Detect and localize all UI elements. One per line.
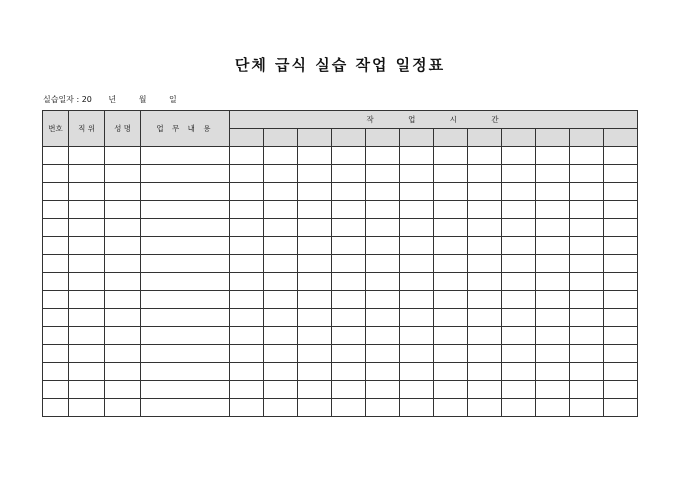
blank-cell <box>69 291 105 309</box>
blank-cell <box>43 345 69 363</box>
blank-cell <box>43 255 69 273</box>
time-slot-header-cell <box>230 129 264 147</box>
blank-cell <box>298 165 332 183</box>
blank-cell <box>332 381 366 399</box>
table-row <box>43 237 638 255</box>
blank-cell <box>400 345 434 363</box>
blank-cell <box>141 399 230 417</box>
table-row <box>43 255 638 273</box>
blank-cell <box>366 201 400 219</box>
blank-cell <box>105 255 141 273</box>
blank-cell <box>536 237 570 255</box>
time-slot-header-cell <box>468 129 502 147</box>
blank-cell <box>332 345 366 363</box>
blank-cell <box>400 201 434 219</box>
blank-cell <box>43 327 69 345</box>
blank-cell <box>536 381 570 399</box>
blank-cell <box>570 363 604 381</box>
blank-cell <box>105 147 141 165</box>
blank-cell <box>332 165 366 183</box>
blank-cell <box>264 183 298 201</box>
blank-cell <box>298 363 332 381</box>
blank-cell <box>604 237 638 255</box>
blank-cell <box>366 273 400 291</box>
blank-cell <box>69 201 105 219</box>
blank-cell <box>264 381 298 399</box>
blank-cell <box>69 255 105 273</box>
blank-cell <box>141 165 230 183</box>
blank-cell <box>502 183 536 201</box>
blank-cell <box>332 147 366 165</box>
blank-cell <box>604 327 638 345</box>
blank-cell <box>366 309 400 327</box>
month-label: 월 <box>138 95 147 104</box>
blank-cell <box>298 327 332 345</box>
header-position: 직 위 <box>69 111 105 147</box>
table-row <box>43 291 638 309</box>
table-row <box>43 327 638 345</box>
blank-cell <box>141 219 230 237</box>
blank-cell <box>332 237 366 255</box>
blank-cell <box>468 219 502 237</box>
blank-cell <box>468 237 502 255</box>
blank-cell <box>264 291 298 309</box>
blank-cell <box>69 327 105 345</box>
blank-cell <box>570 291 604 309</box>
schedule-table <box>42 110 638 417</box>
practice-date-label: 실습일자 : 20 <box>43 95 92 104</box>
blank-cell <box>298 345 332 363</box>
blank-cell <box>298 399 332 417</box>
blank-cell <box>468 147 502 165</box>
blank-cell <box>230 201 264 219</box>
blank-cell <box>298 237 332 255</box>
blank-cell <box>604 381 638 399</box>
blank-cell <box>468 255 502 273</box>
blank-cell <box>468 381 502 399</box>
time-slot-header-cell <box>434 129 468 147</box>
blank-cell <box>570 255 604 273</box>
blank-cell <box>105 381 141 399</box>
blank-cell <box>434 255 468 273</box>
blank-cell <box>105 183 141 201</box>
blank-cell <box>604 165 638 183</box>
blank-cell <box>570 219 604 237</box>
blank-cell <box>230 291 264 309</box>
blank-cell <box>468 291 502 309</box>
blank-cell <box>43 183 69 201</box>
blank-cell <box>298 147 332 165</box>
blank-cell <box>230 309 264 327</box>
header-name: 성 명 <box>105 111 141 147</box>
header-number: 번호 <box>43 111 69 147</box>
blank-cell <box>570 237 604 255</box>
blank-cell <box>264 327 298 345</box>
blank-cell <box>105 219 141 237</box>
blank-cell <box>230 399 264 417</box>
blank-cell <box>332 399 366 417</box>
blank-cell <box>400 381 434 399</box>
blank-cell <box>434 399 468 417</box>
blank-cell <box>105 273 141 291</box>
blank-cell <box>434 219 468 237</box>
blank-cell <box>230 237 264 255</box>
blank-cell <box>298 273 332 291</box>
blank-cell <box>298 381 332 399</box>
blank-cell <box>570 345 604 363</box>
blank-cell <box>536 345 570 363</box>
blank-cell <box>141 183 230 201</box>
blank-cell <box>332 183 366 201</box>
blank-cell <box>230 183 264 201</box>
blank-cell <box>69 273 105 291</box>
blank-cell <box>570 381 604 399</box>
blank-cell <box>141 147 230 165</box>
blank-cell <box>43 201 69 219</box>
blank-cell <box>366 237 400 255</box>
blank-cell <box>264 201 298 219</box>
blank-cell <box>604 273 638 291</box>
blank-cell <box>502 399 536 417</box>
blank-cell <box>468 345 502 363</box>
blank-cell <box>536 399 570 417</box>
blank-cell <box>502 327 536 345</box>
table-row <box>43 399 638 417</box>
blank-cell <box>400 255 434 273</box>
blank-cell <box>366 363 400 381</box>
document-title: 단체 급식 실습 작업 일정표 <box>234 56 446 74</box>
blank-cell <box>69 381 105 399</box>
blank-cell <box>502 381 536 399</box>
blank-cell <box>264 273 298 291</box>
blank-cell <box>69 399 105 417</box>
blank-cell <box>536 327 570 345</box>
blank-cell <box>43 363 69 381</box>
blank-cell <box>400 327 434 345</box>
blank-cell <box>468 273 502 291</box>
blank-cell <box>230 327 264 345</box>
blank-cell <box>230 219 264 237</box>
blank-cell <box>536 363 570 381</box>
blank-cell <box>570 201 604 219</box>
time-slot-header-cell <box>536 129 570 147</box>
blank-cell <box>604 363 638 381</box>
blank-cell <box>400 273 434 291</box>
blank-cell <box>536 183 570 201</box>
blank-cell <box>141 363 230 381</box>
blank-cell <box>43 399 69 417</box>
blank-cell <box>264 147 298 165</box>
blank-cell <box>43 165 69 183</box>
blank-cell <box>366 219 400 237</box>
time-slot-header-cell <box>502 129 536 147</box>
time-slot-header-cell <box>332 129 366 147</box>
blank-cell <box>502 147 536 165</box>
blank-cell <box>230 363 264 381</box>
table-row <box>43 381 638 399</box>
blank-cell <box>570 309 604 327</box>
blank-cell <box>69 237 105 255</box>
blank-cell <box>264 219 298 237</box>
blank-cell <box>502 309 536 327</box>
blank-cell <box>468 309 502 327</box>
blank-cell <box>434 273 468 291</box>
blank-cell <box>468 165 502 183</box>
blank-cell <box>43 273 69 291</box>
blank-cell <box>502 345 536 363</box>
time-slot-header-cell <box>264 129 298 147</box>
blank-cell <box>570 183 604 201</box>
blank-cell <box>264 399 298 417</box>
table-row <box>43 345 638 363</box>
blank-cell <box>69 309 105 327</box>
blank-cell <box>536 273 570 291</box>
blank-cell <box>604 345 638 363</box>
time-slot-header-cell <box>366 129 400 147</box>
blank-cell <box>400 399 434 417</box>
schedule-body <box>43 147 638 417</box>
blank-cell <box>536 309 570 327</box>
time-slot-header-cell <box>604 129 638 147</box>
table-row <box>43 147 638 165</box>
blank-cell <box>298 201 332 219</box>
blank-cell <box>536 147 570 165</box>
table-row <box>43 165 638 183</box>
blank-cell <box>468 201 502 219</box>
blank-cell <box>264 165 298 183</box>
blank-cell <box>298 291 332 309</box>
blank-cell <box>434 291 468 309</box>
blank-cell <box>570 327 604 345</box>
blank-cell <box>604 255 638 273</box>
blank-cell <box>69 147 105 165</box>
blank-cell <box>400 183 434 201</box>
blank-cell <box>502 165 536 183</box>
blank-cell <box>434 201 468 219</box>
blank-cell <box>366 183 400 201</box>
blank-cell <box>468 327 502 345</box>
blank-cell <box>230 345 264 363</box>
blank-cell <box>298 219 332 237</box>
blank-cell <box>434 309 468 327</box>
blank-cell <box>43 147 69 165</box>
blank-cell <box>400 219 434 237</box>
table-row <box>43 219 638 237</box>
blank-cell <box>105 345 141 363</box>
blank-cell <box>43 381 69 399</box>
blank-cell <box>141 345 230 363</box>
blank-cell <box>536 291 570 309</box>
blank-cell <box>366 255 400 273</box>
blank-cell <box>105 291 141 309</box>
blank-cell <box>570 165 604 183</box>
blank-cell <box>105 327 141 345</box>
blank-cell <box>400 165 434 183</box>
blank-cell <box>468 399 502 417</box>
header-row <box>43 111 638 129</box>
blank-cell <box>43 291 69 309</box>
blank-cell <box>141 309 230 327</box>
time-slot-header-cell <box>570 129 604 147</box>
blank-cell <box>366 381 400 399</box>
blank-cell <box>230 273 264 291</box>
blank-cell <box>332 327 366 345</box>
blank-cell <box>536 255 570 273</box>
blank-cell <box>604 183 638 201</box>
practice-date-line <box>43 94 177 105</box>
blank-cell <box>230 147 264 165</box>
blank-cell <box>332 363 366 381</box>
blank-cell <box>434 327 468 345</box>
blank-cell <box>434 237 468 255</box>
table-row <box>43 183 638 201</box>
blank-cell <box>69 219 105 237</box>
blank-cell <box>105 237 141 255</box>
blank-cell <box>468 183 502 201</box>
blank-cell <box>105 309 141 327</box>
blank-cell <box>105 165 141 183</box>
blank-cell <box>366 165 400 183</box>
time-slot-header-cell <box>298 129 332 147</box>
blank-cell <box>604 147 638 165</box>
blank-cell <box>332 273 366 291</box>
blank-cell <box>434 165 468 183</box>
blank-cell <box>434 183 468 201</box>
blank-cell <box>264 345 298 363</box>
blank-cell <box>400 237 434 255</box>
blank-cell <box>400 363 434 381</box>
blank-cell <box>141 381 230 399</box>
blank-cell <box>570 273 604 291</box>
blank-cell <box>43 309 69 327</box>
blank-cell <box>400 309 434 327</box>
blank-cell <box>502 201 536 219</box>
table-row <box>43 273 638 291</box>
blank-cell <box>332 219 366 237</box>
blank-cell <box>502 291 536 309</box>
blank-cell <box>105 201 141 219</box>
blank-cell <box>536 201 570 219</box>
blank-cell <box>332 255 366 273</box>
blank-cell <box>69 165 105 183</box>
blank-cell <box>264 237 298 255</box>
blank-cell <box>502 273 536 291</box>
blank-cell <box>366 147 400 165</box>
blank-cell <box>604 399 638 417</box>
table-row <box>43 309 638 327</box>
blank-cell <box>366 327 400 345</box>
blank-cell <box>604 201 638 219</box>
blank-cell <box>502 363 536 381</box>
year-label: 년 <box>108 95 117 104</box>
blank-cell <box>141 291 230 309</box>
header-work-time: 작 업 시 간 <box>230 111 638 129</box>
blank-cell <box>400 147 434 165</box>
blank-cell <box>230 165 264 183</box>
blank-cell <box>69 363 105 381</box>
blank-cell <box>604 291 638 309</box>
blank-cell <box>536 165 570 183</box>
blank-cell <box>502 219 536 237</box>
blank-cell <box>434 345 468 363</box>
blank-cell <box>43 219 69 237</box>
blank-cell <box>434 147 468 165</box>
blank-cell <box>298 255 332 273</box>
blank-cell <box>570 399 604 417</box>
table-row <box>43 201 638 219</box>
blank-cell <box>468 363 502 381</box>
blank-cell <box>230 255 264 273</box>
blank-cell <box>230 381 264 399</box>
blank-cell <box>366 291 400 309</box>
table-row <box>43 363 638 381</box>
blank-cell <box>502 237 536 255</box>
blank-cell <box>434 363 468 381</box>
header-duty: 업 무 내 용 <box>141 111 230 147</box>
blank-cell <box>141 255 230 273</box>
blank-cell <box>298 183 332 201</box>
blank-cell <box>434 381 468 399</box>
blank-cell <box>141 237 230 255</box>
blank-cell <box>264 255 298 273</box>
blank-cell <box>105 363 141 381</box>
day-label: 일 <box>168 95 177 104</box>
blank-cell <box>332 309 366 327</box>
blank-cell <box>69 183 105 201</box>
time-slot-header-cell <box>400 129 434 147</box>
blank-cell <box>69 345 105 363</box>
blank-cell <box>570 147 604 165</box>
blank-cell <box>366 345 400 363</box>
blank-cell <box>264 363 298 381</box>
blank-cell <box>264 309 298 327</box>
blank-cell <box>105 399 141 417</box>
blank-cell <box>298 309 332 327</box>
blank-cell <box>536 219 570 237</box>
blank-cell <box>400 291 434 309</box>
blank-cell <box>332 201 366 219</box>
blank-cell <box>43 237 69 255</box>
blank-cell <box>366 399 400 417</box>
blank-cell <box>141 273 230 291</box>
blank-cell <box>141 201 230 219</box>
blank-cell <box>604 309 638 327</box>
blank-cell <box>604 219 638 237</box>
blank-cell <box>502 255 536 273</box>
blank-cell <box>141 327 230 345</box>
blank-cell <box>332 291 366 309</box>
